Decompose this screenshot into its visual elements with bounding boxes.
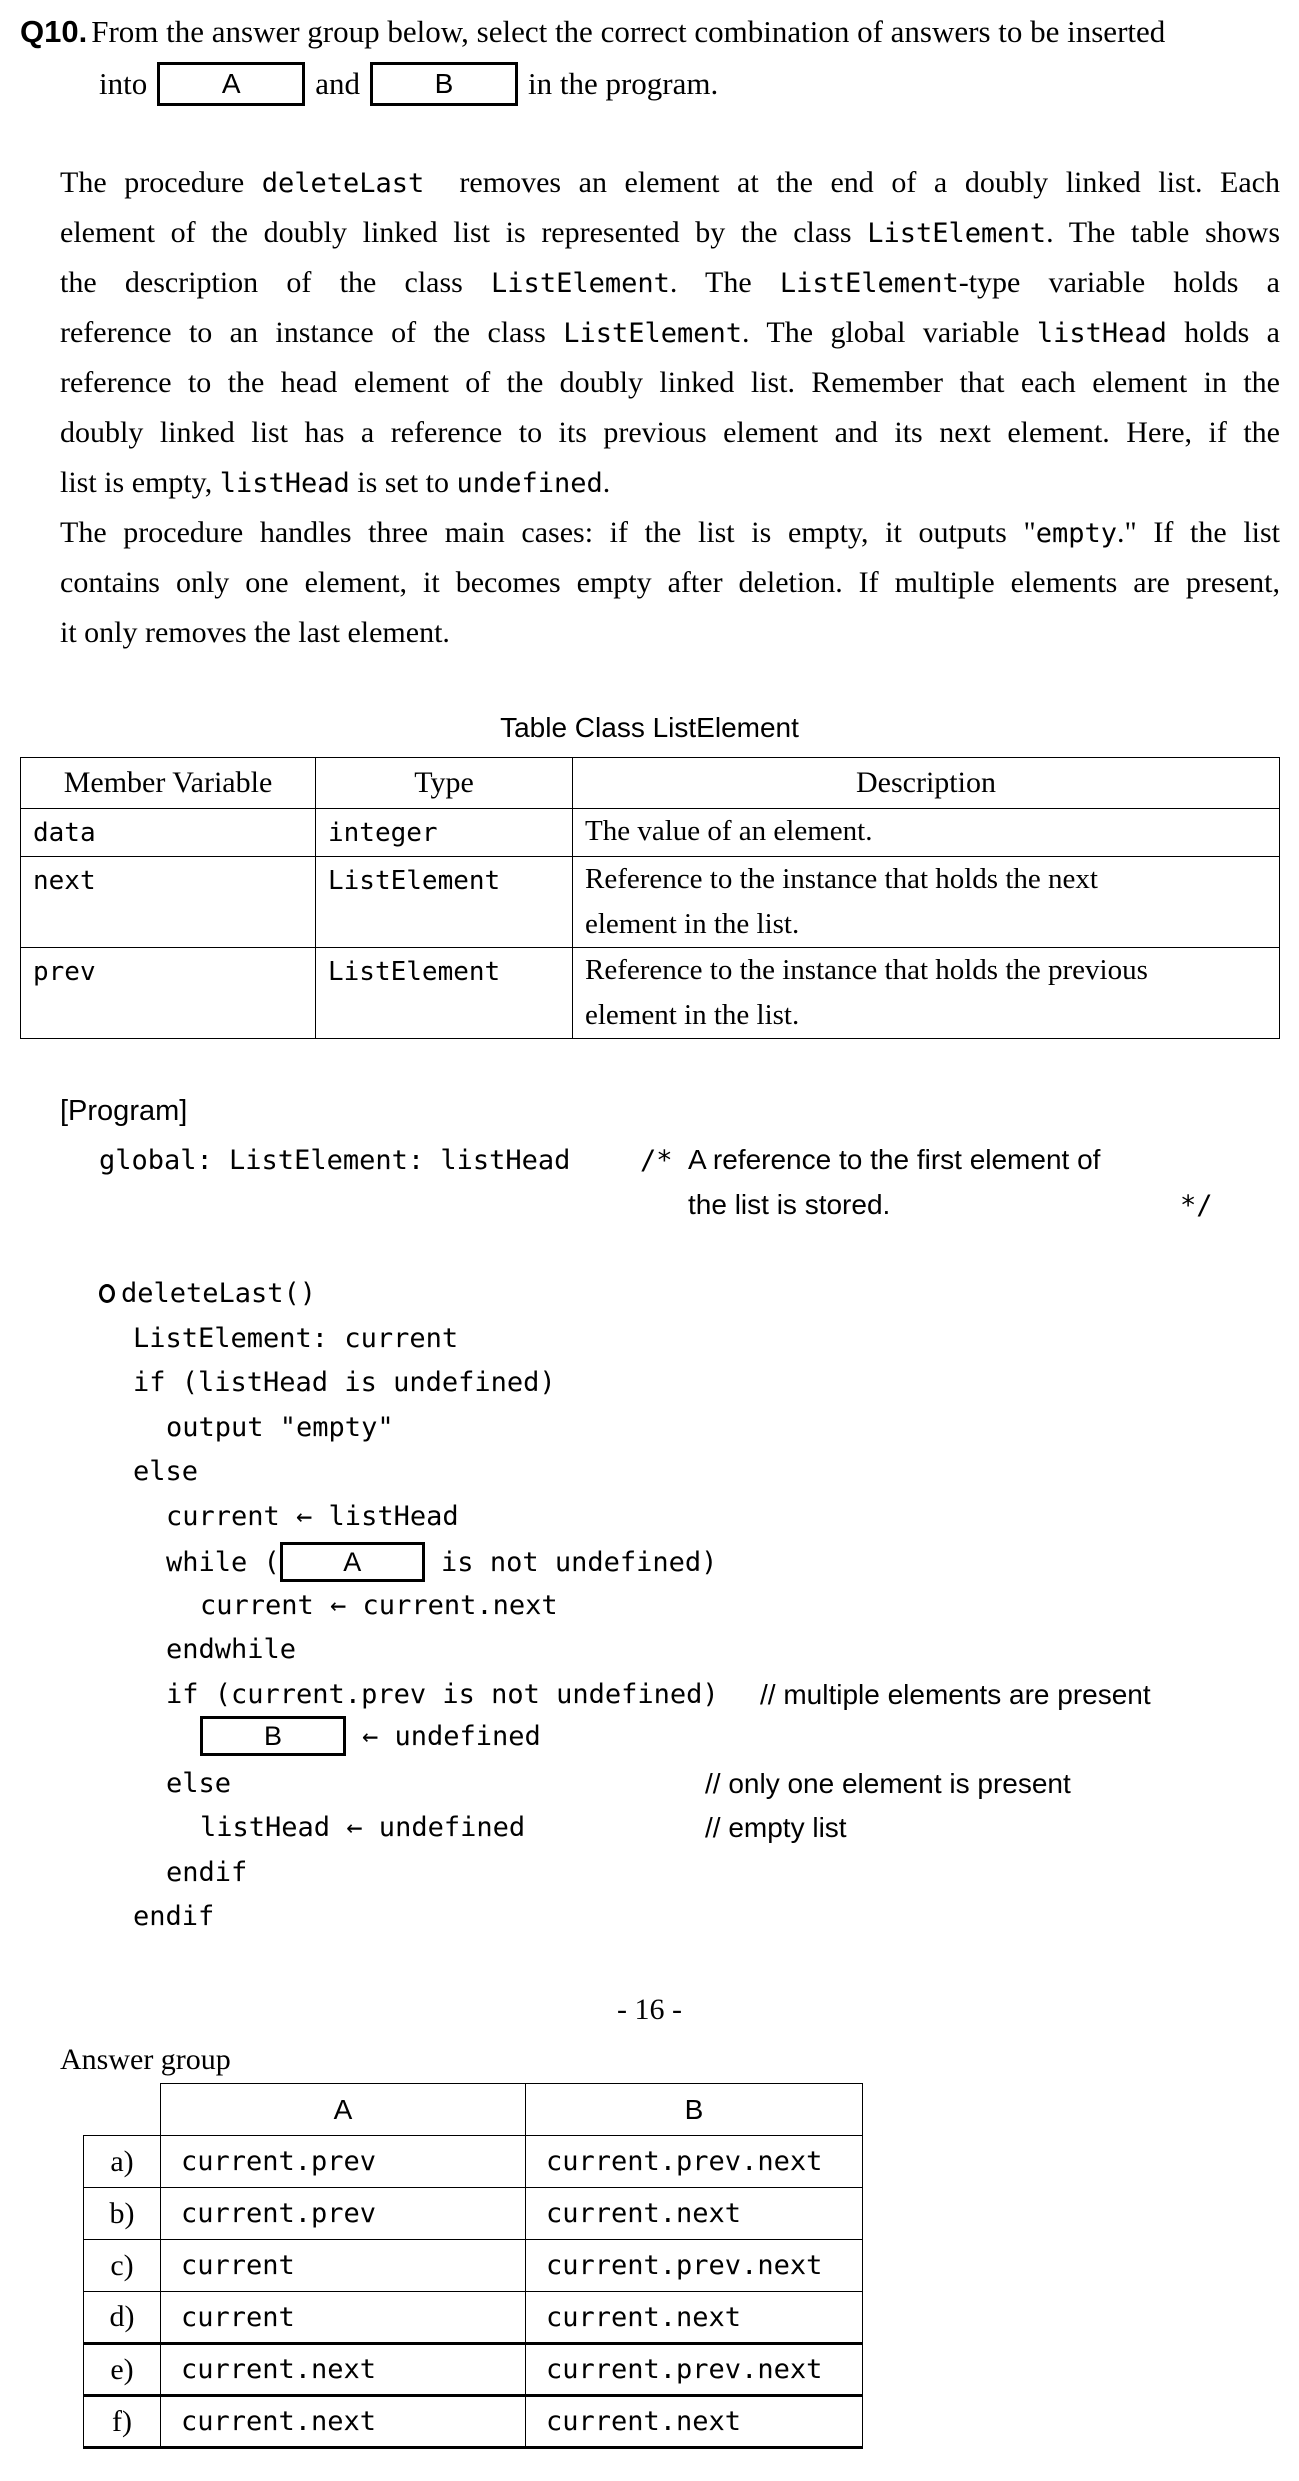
answer-label[interactable]: f) (84, 2396, 161, 2448)
para-line: The procedure deleteLast removes an element at the end of a doubly linked list. Each (60, 166, 1280, 199)
table-row (21, 809, 1280, 857)
answer-b-value: current.prev.next (526, 2136, 863, 2188)
comment-open: /* (640, 1145, 673, 1176)
answer-a-value: current (161, 2240, 526, 2292)
question-into: into (99, 66, 148, 101)
question-tail: in the program. (528, 66, 719, 101)
answer-a-value: current.prev (161, 2188, 526, 2240)
code-deleteLast: deleteLast (261, 168, 425, 199)
answer-b-value: current.next (526, 2396, 863, 2448)
answer-row[interactable] (84, 2396, 863, 2448)
para-line: contains only one element, it becomes empty after deletion. If multiple elements are present, (60, 566, 1280, 599)
answer-label[interactable]: b) (84, 2188, 161, 2240)
answer-row[interactable] (84, 2240, 863, 2292)
answer-b-value: current.next (526, 2292, 863, 2344)
answer-b-value: current.next (526, 2188, 863, 2240)
answer-label[interactable]: d) (84, 2292, 161, 2344)
table-row (21, 857, 1280, 948)
answer-b-value: current.prev.next (526, 2344, 863, 2396)
code-line: ListElement: current (133, 1323, 459, 1354)
blank-b-box: B (370, 62, 518, 106)
blank-a-box: A (157, 62, 305, 106)
class-table (20, 757, 1280, 1039)
global-comment-line1: A reference to the first element of (688, 1144, 1101, 1175)
procedure-name: deleteLast() (121, 1278, 317, 1309)
code-line: endif (133, 1901, 215, 1932)
code-line: else (166, 1768, 232, 1799)
question-number: Q10. (20, 14, 88, 49)
answer-row[interactable] (84, 2292, 863, 2344)
answer-label[interactable]: c) (84, 2240, 161, 2292)
answer-a-value: current.next (161, 2396, 526, 2448)
para-line: reference to an instance of the class ListElement. The global variable listHead holds a (60, 316, 1280, 349)
code-line: listHead ← undefined (200, 1812, 526, 1843)
para-line: The procedure handles three main cases: if the list is empty, it outputs "empty." If the list (60, 516, 1280, 549)
global-comment-line2: the list is stored. (688, 1189, 891, 1220)
para-line: the description of the class ListElement. The ListElement-type variable holds a (60, 266, 1280, 299)
blank-a-in-code: A (280, 1542, 425, 1582)
program-label: [Program] (60, 1095, 188, 1127)
member-cell: prev (21, 948, 316, 1039)
answer-row[interactable] (84, 2344, 863, 2396)
type-cell: ListElement (316, 857, 573, 948)
page-number: - 16 - (617, 1993, 682, 2026)
para-line: element of the doubly linked list is represented by the class ListElement. The table shows (60, 216, 1280, 249)
code-line: output "empty" (166, 1412, 394, 1443)
code-comment: // empty list (705, 1812, 847, 1843)
code-line: current ← current.next (200, 1590, 558, 1621)
para-line: reference to the head element of the doubly linked list. Remember that each element in the (60, 366, 1280, 399)
blank-b-in-code: B (200, 1716, 346, 1756)
code-line: endwhile (166, 1634, 297, 1665)
header-description: Description (573, 758, 1280, 809)
class-table-header (21, 758, 1280, 809)
question-header (20, 14, 1165, 50)
code-comment: // multiple elements are present (760, 1679, 1151, 1710)
header-type: Type (316, 758, 573, 809)
desc-cell: The value of an element. (573, 809, 1280, 857)
answer-a-value: current.prev (161, 2136, 526, 2188)
answer-group-title: Answer group (60, 2043, 231, 2076)
code-line: endif (166, 1857, 248, 1888)
desc-cell: Reference to the instance that holds the next element in the list. (573, 857, 1280, 948)
table-row (21, 948, 1280, 1039)
type-cell: ListElement (316, 948, 573, 1039)
answer-row[interactable] (84, 2188, 863, 2240)
code-line-while: while ( A is not undefined) (166, 1542, 717, 1582)
answer-b-value: current.prev.next (526, 2240, 863, 2292)
answer-a-value: current (161, 2292, 526, 2344)
member-cell: next (21, 857, 316, 948)
question-text: From the answer group below, select the correct combination of answers to be inserted (91, 14, 1166, 49)
description-paragraph (60, 158, 1280, 658)
answer-header-b: B (526, 2084, 863, 2136)
header-member: Member Variable (21, 758, 316, 809)
question-blanks-line (99, 62, 718, 106)
class-table-caption: Table Class ListElement (500, 712, 799, 743)
code-comment: // only one element is present (705, 1768, 1071, 1799)
code-line: if (current.prev is not undefined) (166, 1679, 719, 1710)
desc-cell: Reference to the instance that holds the previous element in the list. (573, 948, 1280, 1039)
member-cell: data (21, 809, 316, 857)
answer-header-a: A (161, 2084, 526, 2136)
answer-label[interactable]: a) (84, 2136, 161, 2188)
procedure-header (99, 1278, 316, 1309)
code-line: current ← listHead (166, 1501, 459, 1532)
answer-table-header (84, 2084, 863, 2136)
answer-row[interactable] (84, 2136, 863, 2188)
code-line-b: B ← undefined (200, 1716, 541, 1756)
code-line: if (listHead is undefined) (133, 1367, 556, 1398)
question-and: and (315, 66, 360, 101)
comment-close: */ (1180, 1190, 1213, 1221)
global-declaration: global: ListElement: listHead (99, 1145, 571, 1176)
procedure-circle-icon (99, 1284, 115, 1303)
code-line: else (133, 1456, 199, 1487)
answer-table (83, 2083, 863, 2449)
type-cell: integer (316, 809, 573, 857)
para-line: list is empty, listHead is set to undefined. (60, 466, 611, 499)
answer-a-value: current.next (161, 2344, 526, 2396)
para-line: it only removes the last element. (60, 616, 450, 649)
answer-label[interactable]: e) (84, 2344, 161, 2396)
para-line: doubly linked list has a reference to its previous element and its next element. Here, if the (60, 416, 1280, 449)
